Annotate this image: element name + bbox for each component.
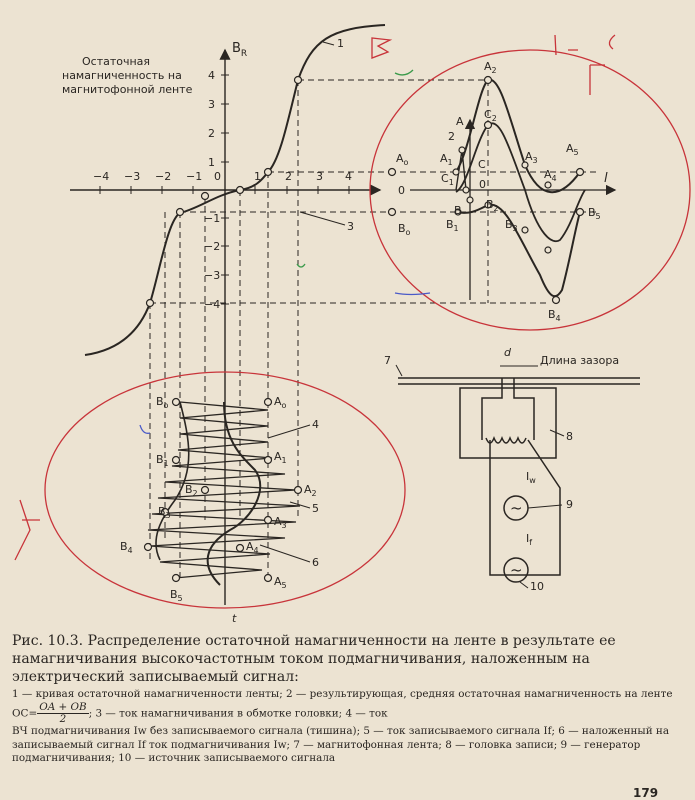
label-b2: $B_2$ — [486, 198, 499, 213]
svg-text:3: 3 — [208, 98, 215, 111]
curve-3-label: 3 — [347, 220, 354, 233]
page-number: 179 — [633, 786, 659, 800]
gen-label-9: 9 — [566, 498, 573, 511]
bias-waveform — [148, 402, 300, 578]
label-bottom-b0: $B_o$ — [156, 395, 169, 410]
tape-label-7: 7 — [384, 354, 391, 367]
svg-text:4: 4 — [345, 170, 352, 183]
axis-t-label: t — [232, 612, 237, 625]
curve-envelope-a — [456, 80, 580, 193]
current-if: $I_f$ — [526, 532, 533, 547]
label-b4: $B_4$ — [548, 308, 561, 323]
svg-text:−3: −3 — [204, 269, 221, 282]
current-iw: $I_w$ — [526, 470, 536, 485]
label-bottom-a2: $A_2$ — [304, 483, 317, 498]
axis-ylabel-1: Остаточная — [82, 55, 151, 68]
source-label-10: 10 — [530, 580, 544, 593]
label-a: A — [456, 115, 464, 128]
svg-text:2: 2 — [285, 170, 292, 183]
label-bottom-a0: $A_o$ — [274, 395, 287, 410]
curve-4-label: 4 — [312, 418, 319, 431]
label-bottom-b4: $B_4$ — [120, 540, 133, 555]
label-b1: $B_1$ — [446, 218, 459, 233]
label-a4: $A_4$ — [544, 168, 557, 183]
curve-envelope-b — [456, 205, 580, 297]
gap-label: Длина зазора — [540, 354, 620, 367]
curve-6-label: 6 — [312, 556, 319, 569]
svg-text:1: 1 — [208, 156, 215, 169]
label-b5: $B_5$ — [588, 206, 601, 221]
label-a5: $A_5$ — [566, 142, 579, 157]
svg-text:3: 3 — [316, 170, 323, 183]
caption-line2: ВЧ подмагничивания Iw без записываемого сигнала (тишина); 5 — ток записываемого сигнала If; 6 — наложенный на записываемый сигнал If ток подмагничивания Iw; 7 — магнитофонная лента; 8 — головка записи; 9 — генератор подмагничивания; 10 — источник записываемого сигнала — [12, 724, 670, 765]
caption-title: Рис. 10.3. Распределение остаточной намагниченности на ленте в результате ее намагничивания высокочастотным током подмагничивания, наложенным на электрический записываемый сигнал: — [12, 633, 616, 685]
zero-label: 0 — [398, 184, 405, 197]
source-tilde: ~ — [510, 561, 523, 579]
label-bottom-a1: $A_1$ — [274, 450, 287, 465]
label-b0: $B_o$ — [398, 222, 411, 237]
svg-text:−2: −2 — [204, 240, 221, 253]
label-bottom-b3: $B_3$ — [158, 505, 171, 520]
svg-text:0: 0 — [214, 170, 221, 183]
caption-fraction — [37, 702, 89, 725]
label-b3: $B_3$ — [505, 218, 518, 233]
gen-tilde: ~ — [510, 499, 523, 517]
curve-1-label: 1 — [337, 37, 344, 50]
label-c2: $C_2$ — [484, 108, 497, 123]
caption-line1a: 1 — кривая остаточной намагниченности ленты; 2 — результирующая, средняя остаточная намагниченность на ленте OC= — [12, 688, 673, 720]
right-axes — [410, 120, 615, 300]
label-c: C — [478, 158, 486, 171]
figure-caption — [12, 632, 682, 766]
caption-line1b: ; 3 — ток намагничивания в обмотке головки; 4 — ток — [88, 707, 388, 720]
label-bottom-b1: $B_1$ — [156, 453, 169, 468]
caption-legend — [12, 688, 682, 766]
axis-ylabel-2: намагниченность на — [62, 69, 182, 82]
axis-br-label: $B_R$ — [232, 41, 248, 59]
label-bottom-a4: $A_4$ — [246, 540, 259, 555]
head-schematic — [398, 378, 640, 582]
label-2: 2 — [448, 130, 455, 143]
label-a3: $A_3$ — [525, 150, 538, 165]
label-a2: $A_2$ — [484, 60, 497, 75]
axis-ylabel-3: магнитофонной ленте — [62, 83, 193, 96]
label-c1: $C_1$ — [441, 172, 454, 187]
fraction-denominator: 2 — [59, 712, 67, 725]
label-a0: $A_o$ — [396, 152, 409, 167]
pen-marks — [15, 35, 690, 608]
label-a1: $A_1$ — [440, 152, 453, 167]
svg-text:1: 1 — [254, 170, 261, 183]
label-bottom-a3: $A_3$ — [274, 515, 287, 530]
axis-l-label: l — [604, 171, 608, 186]
svg-text:−4: −4 — [204, 298, 221, 311]
label-bottom-a5: $A_5$ — [274, 575, 287, 590]
svg-text:−1: −1 — [204, 212, 221, 225]
gap-d: d — [504, 346, 511, 359]
label-o: 0 — [479, 178, 486, 191]
svg-text:−1: −1 — [186, 170, 203, 183]
label-b: B — [454, 204, 462, 217]
label-bottom-b2: $B_2$ — [185, 483, 198, 498]
svg-text:−2: −2 — [155, 170, 172, 183]
head-label-8: 8 — [566, 430, 573, 443]
svg-text:−4: −4 — [93, 170, 110, 183]
fraction-numerator: OA + OB — [39, 700, 87, 713]
curve-5-label: 5 — [312, 502, 319, 515]
svg-text:−3: −3 — [124, 170, 141, 183]
label-bottom-b5: $B_5$ — [170, 588, 183, 603]
svg-text:4: 4 — [208, 69, 215, 82]
curve-2-mean — [456, 123, 585, 241]
svg-text:2: 2 — [208, 127, 215, 140]
